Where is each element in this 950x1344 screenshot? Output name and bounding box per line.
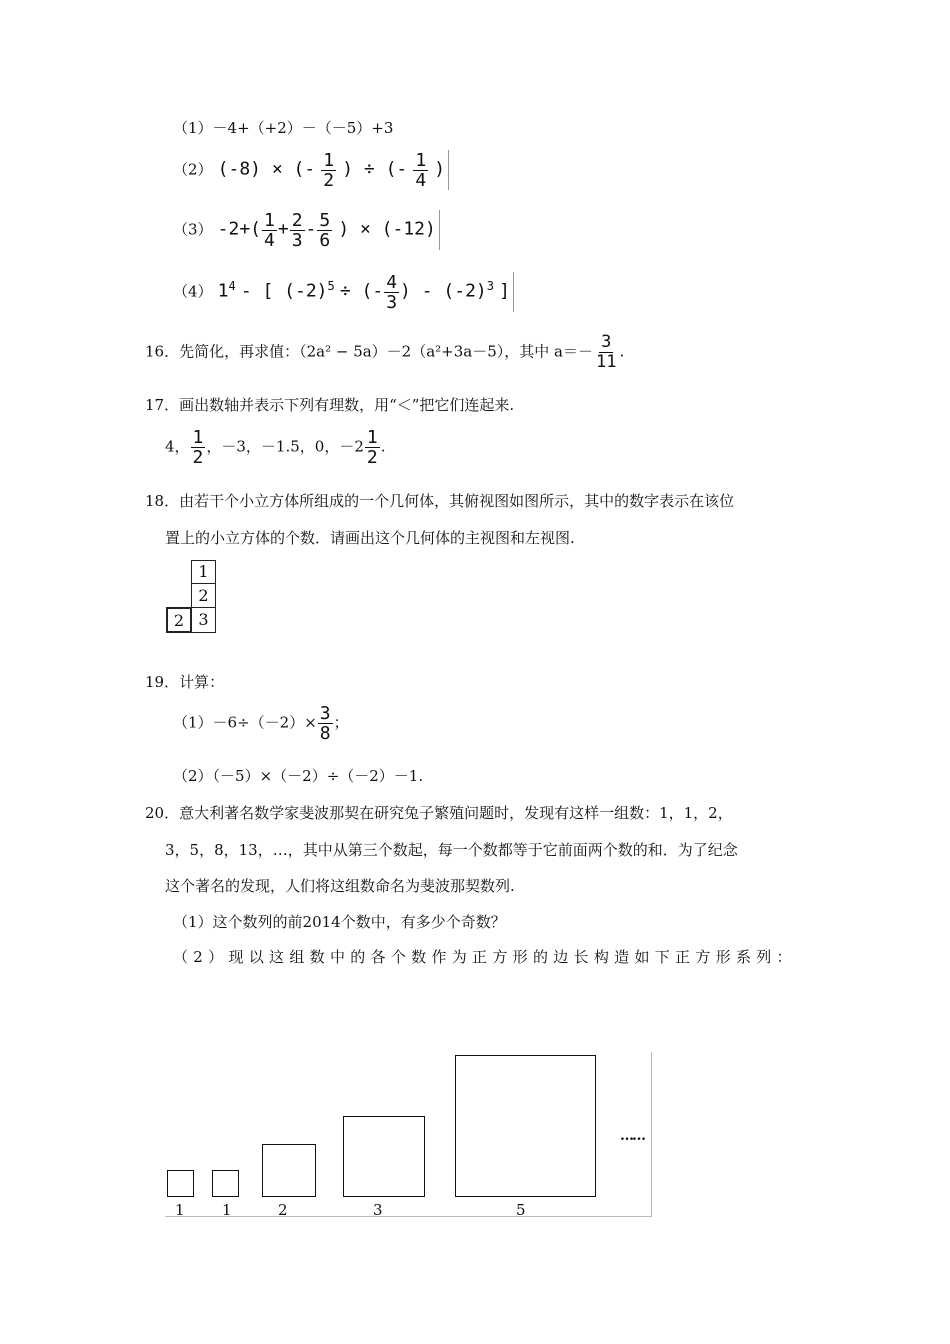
problem-20-line-1: 20．意大利著名数学家斐波那契在研究兔子繁殖问题时，发现有这样一组数：1，1，2， (145, 804, 733, 822)
problem-18-line-1: 18．由若干个小立方体所组成的一个几何体，其俯视图如图所示，其中的数字表示在该位 (145, 492, 735, 510)
square-label: 1 (222, 1201, 232, 1219)
square-5 (455, 1055, 596, 1197)
square-2 (262, 1144, 316, 1197)
p15-item-3: （3） -2+( $\frac{1}{4}$ + $\frac{2}{3}$ - $\frac{5}{6}$ ) × (-12) (173, 210, 440, 250)
square-label: 1 (175, 1201, 185, 1219)
problem-16-text: 16．先简化，再求值：（2a² − 5a）－2（a²+3a－5），其中 a＝－ (145, 342, 593, 361)
square-label: 2 (278, 1201, 288, 1219)
fraction: $\frac{4}{3}$ (386, 271, 398, 313)
grid-cell: 1 (191, 560, 216, 584)
divider (513, 272, 514, 312)
problem-20-question-2: （2）现以这组数中的各个数作为正方形的边长构造如下正方形系列： (173, 948, 797, 966)
grid-cell: 2 (191, 583, 216, 608)
square-label: 5 (516, 1201, 526, 1219)
problem-16: 16．先简化，再求值：（2a² − 5a）－2（a²+3a－5），其中 a＝－ $\frac{3}{11}$ . (145, 332, 625, 372)
problem-18-line-2: 置上的小立方体的个数．请画出这个几何体的主视图和左视图. (165, 529, 575, 547)
p15-item-2-prefix: （2） (173, 160, 213, 179)
problem-17-title: 17．画出数轴并表示下列有理数，用“＜”把它们连起来. (145, 396, 515, 414)
square-1b (212, 1170, 239, 1197)
p15-item-3-expr-b: ) × (-12) (338, 218, 436, 240)
p15-item-1: （1）－4+（+2）－（－5）+3 (173, 119, 394, 137)
problem-20-line-2: 3，5，8，13，…，其中从第三个数起，每一个数都等于它前面两个数的和．为了纪念 (165, 841, 738, 859)
fraction: $\frac{1}{2}$ (323, 149, 335, 191)
p15-item-3-expr-a: -2+( (217, 218, 261, 240)
p15-item-2: （2） (-8) × (- $\frac{1}{2}$ ) ÷ (- $\frac{1}{4}$ ) (173, 150, 449, 190)
p15-item-4: （4） $1^4$ - [ $(-2)^5$ ÷ (- $\frac{4}{3}$ ) - $(-2)^3$ ] (173, 272, 514, 312)
figure-right-border (651, 1052, 652, 1217)
problem-17-numbers: 4， $\frac{1}{2}$ ，－3，－1.5，0，－2 $\frac{1}{2}$ . (165, 427, 386, 468)
p15-item-3-prefix: （3） (173, 220, 213, 239)
fraction: $\frac{5}{6}$ (319, 209, 331, 251)
square-1a (167, 1170, 194, 1197)
grid-cell: 2 (166, 607, 192, 633)
square-3 (343, 1116, 425, 1197)
fraction: $\frac{3}{8}$ (319, 703, 331, 744)
divider (439, 210, 440, 250)
fraction: $\frac{1}{2}$ (366, 427, 378, 468)
problem-20-line-3: 这个著名的发现，人们将这组数命名为斐波那契数列. (165, 877, 515, 895)
problem-19-title: 19．计算： (145, 673, 225, 691)
problem-19-item-1: （1）－6÷（－2）× $\frac{3}{8}$ ； (173, 703, 349, 744)
fraction: $\frac{1}{2}$ (192, 427, 204, 468)
p15-item-4-prefix: （4） (173, 282, 213, 301)
divider (448, 150, 449, 190)
grid-cell: 3 (191, 607, 216, 633)
p15-item-2-expr-b: ) ÷ (- (342, 158, 408, 180)
figure-bottom-border (165, 1216, 652, 1217)
ellipsis: …… (620, 1128, 644, 1144)
fraction: $\frac{2}{3}$ (291, 209, 303, 251)
fraction: $\frac{3}{11}$ (596, 332, 617, 372)
fraction: $\frac{1}{4}$ (264, 209, 275, 251)
square-label: 3 (373, 1201, 383, 1219)
problem-19-item-2: （2）（－5）×（－2）÷（－2）－1. (173, 767, 424, 785)
p15-item-2-expr-a: (-8) × (- (217, 158, 316, 180)
fraction: $\frac{1}{4}$ (415, 149, 427, 191)
problem-20-question-1: （1）这个数列的前2014个数中，有多少个奇数？ (173, 913, 506, 931)
